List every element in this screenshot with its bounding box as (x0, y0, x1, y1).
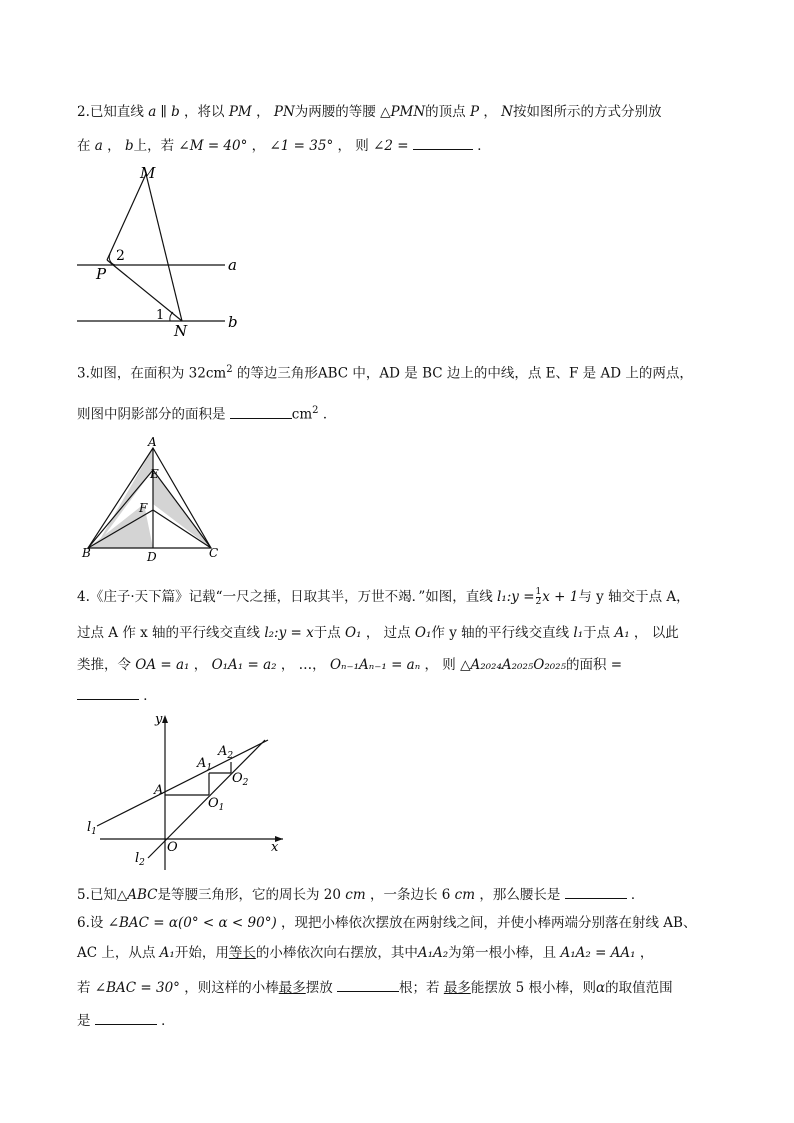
q2-figure (70, 160, 250, 340)
label-O1: $O_1$ (208, 796, 225, 813)
label-D: D (147, 550, 157, 564)
label-l2: $l_2$ (135, 851, 145, 868)
label-B: B (82, 546, 91, 560)
label-F: F (139, 501, 148, 515)
q4-figure (75, 710, 295, 875)
q6-line-3: 若 ∠BAC = 30° ，则这样的小棒最多摆放 根；若 最多能摆放 5 根小棒，则α的取值范围 (77, 977, 673, 997)
label-x-axis: x (271, 840, 279, 855)
label-E: E (150, 467, 159, 481)
q3-line-1: 3.如图，在面积为 $32cm^2$ 的等边三角形ABC 中，AD 是 BC 边上的中线，点 E、F 是 AD 上的两点， (77, 364, 693, 382)
q6-line-4: 是 ． (77, 1010, 175, 1030)
label-C: C (209, 546, 219, 560)
label-O: O (167, 840, 178, 855)
q3-answer-blank[interactable] (230, 404, 292, 419)
q2-answer-blank[interactable] (413, 135, 473, 150)
q4-line-1: 4.《庄子·天下篇》记载“一尺之捶，日取其半，万世不竭．”如图，直线 l₁:y = $\frac{1}{2}$ x + 1与 y 轴交于点 A， (77, 587, 690, 607)
q4-line-2: 过点 A 作 x 轴的平行线交直线 l₂:y = x于点 O₁ ， 过点 O₁作 y 轴的平行线交直线 l₁于点 A₁ ， 以此 (77, 625, 679, 641)
label-A: A (148, 435, 157, 449)
label-l1: $l_1$ (87, 820, 97, 837)
label-A: A (154, 783, 164, 798)
q6-line-1: 6.设 ∠BAC = α(0° < α < 90°) ，现把小棒依次摆放在两射线之间，并使小棒两端分别落在射线 AB、 (77, 915, 697, 931)
q4-line-3: 类推，令 OA = a₁ ， O₁A₁ = a₂ ， …， Oₙ₋₁Aₙ₋₁ = aₙ ， 则 △A₂₀₂₄A₂₀₂₅O₂₀₂₅的面积 = (77, 657, 623, 673)
q4-answer-blank[interactable] (77, 685, 139, 700)
q5-line-1: 5.已知△ABC是等腰三角形，它的周长为 20 cm ，一条边长 6 cm ，那么腰长是 ． (77, 884, 644, 904)
label-angle-1: 1 (156, 308, 165, 323)
q5-answer-blank[interactable] (565, 884, 627, 899)
label-y-axis: y (155, 712, 163, 727)
label-line-a: a (228, 256, 237, 274)
q6-answer-blank-2[interactable] (95, 1010, 157, 1025)
q3-line-2: 则图中阴影部分的面积是 $cm^2$ ． (77, 405, 337, 423)
q6-answer-blank-1[interactable] (337, 977, 399, 992)
q2-line-1: 2.已知直线 a ∥ b ，将以 PM ， PN为两腰的等腰 △PMN的顶点 P ， N按如图所示的方式分别放 (77, 104, 662, 120)
label-angle-2: 2 (116, 248, 125, 264)
label-A2: $A_2$ (218, 744, 234, 761)
q2-line-2: 在 a ， b上，若 ∠M = 40° ， ∠1 = 35° ， 则 ∠2 = ． (77, 135, 491, 155)
q6-line-2: AC 上，从点 A₁开始，用等长的小棒依次向右摆放，其中A₁A₂为第一根小棒，且 A₁A₂ = AA₁ ， (77, 945, 654, 961)
label-line-b: b (228, 313, 238, 331)
label-P: P (96, 265, 107, 283)
fraction-one-half: $\frac{1}{2}$ (535, 587, 542, 607)
q3-figure (75, 432, 235, 567)
label-O2: $O_2$ (232, 771, 249, 788)
label-M: M (140, 164, 156, 182)
q4-line-4: ． (77, 685, 157, 705)
label-A1: $A_1$ (197, 756, 213, 773)
label-N: N (174, 322, 188, 340)
